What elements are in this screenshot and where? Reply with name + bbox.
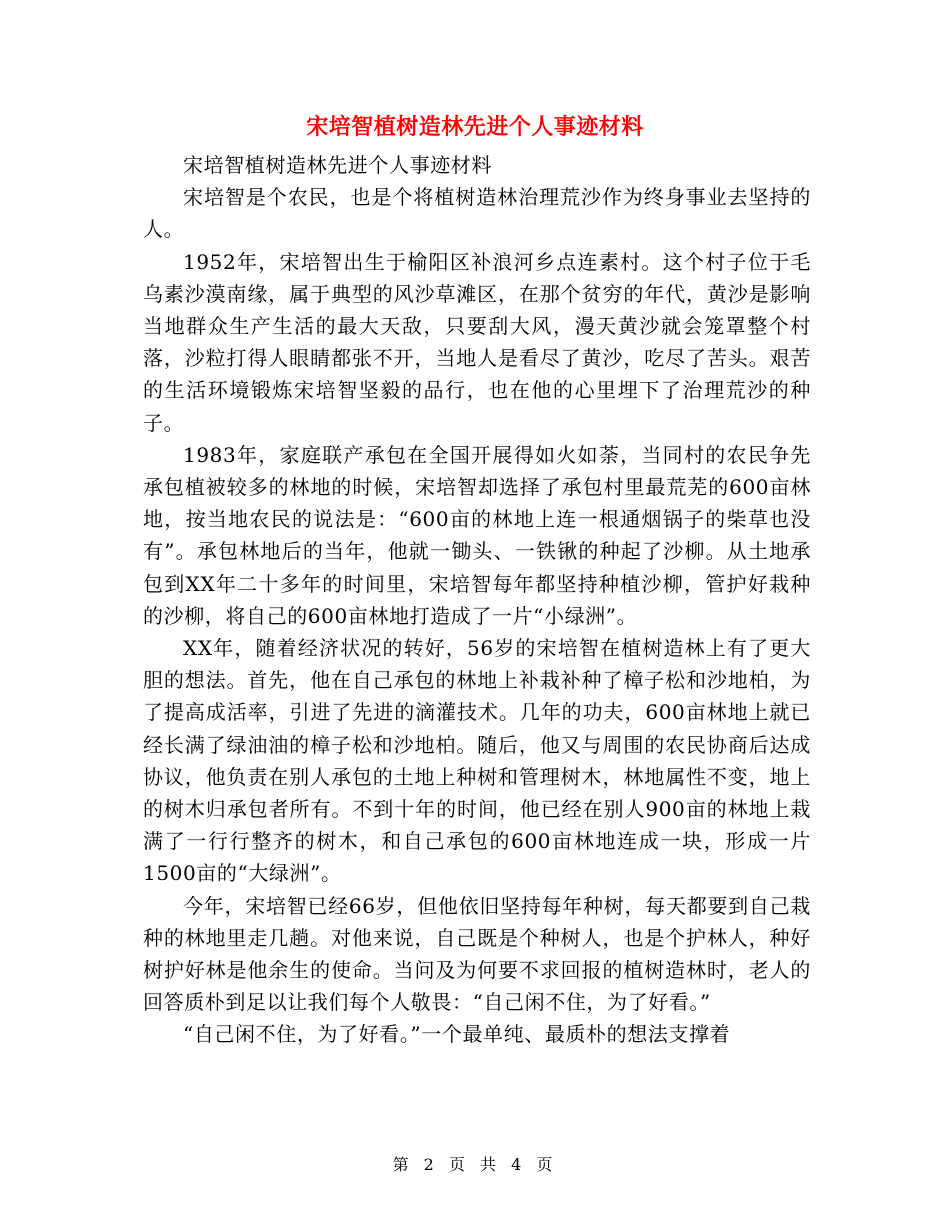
page-number-footer: 第 2 页 共 4 页 <box>392 1155 558 1174</box>
paragraph-this-year: 今年，宋培智已经66岁，但他依旧坚持每年种树，每天都要到自己栽种的林地里走几趟。对他来说，自己既是个种树人，也是个护林人，种好树护好林是他余生的使命。当问及为何要不求回报的植树造林时，老人的回答质朴到足以让我们每个人敬畏：“自己闲不住，为了好看。” <box>143 893 811 1015</box>
paragraph-1983: 1983年，家庭联产承包在全国开展得如火如荼，当同村的农民争先承包植被较多的林地的时候，宋培智却选择了承包村里最荒芜的600亩林地，按当地农民的说法是：“600亩的林地上连一根通烟锅子的柴草也没有”。承包林地后的当年，他就一锄头、一铁锹的种起了沙柳。从土地承包到XX年二十多年的时间里，宋培智每年都坚持种植沙柳，管护好栽种的沙柳，将自己的600亩林地打造成了一片“小绿洲”。 <box>143 442 811 628</box>
paragraph-closing: “自己闲不住，为了好看。”一个最单纯、最质朴的想法支撑着 <box>183 1022 731 1047</box>
paragraph-intro: 宋培智是个农民，也是个将植树造林治理荒沙作为终身事业去坚持的人。 <box>143 185 811 242</box>
paragraph-subtitle: 宋培智植树造林先进个人事迹材料 <box>183 153 492 177</box>
paragraph-1952: 1952年，宋培智出生于榆阳区补浪河乡点连素村。这个村子位于毛乌素沙漠南缘，属于典型的风沙草滩区，在那个贫穷的年代，黄沙是影响当地群众生产生活的最大天敌，只要刮大风，漫天黄沙就会笼罩整个村落，沙粒打得人眼睛都张不开，当地人是看尽了黄沙，吃尽了苦头。艰苦的生活环境锻炼宋培智坚毅的品行，也在他的心里埋下了治理荒沙的种子。 <box>143 249 811 435</box>
document-body <box>143 149 811 1051</box>
document-title: 宋培智植树造林先进个人事迹材料 <box>306 114 644 140</box>
paragraph-xx-year: XX年，随着经济状况的转好，56岁的宋培智在植树造林上有了更大胆的想法。首先，他在自己承包的林地上补栽补种了樟子松和沙地柏，为了提高成活率，引进了先进的滴灌技术。几年的功夫，600亩林地上就已经长满了绿油油的樟子松和沙地柏。随后，他又与周围的农民协商后达成协议，他负责在别人承包的土地上种树和管理树木，林地属性不变，地上的树木归承包者所有。不到十年的时间，他已经在别人900亩的林地上栽满了一行行整齐的树木，和自己承包的600亩林地连成一块，形成一片1500亩的“大绿洲”。 <box>143 636 811 886</box>
